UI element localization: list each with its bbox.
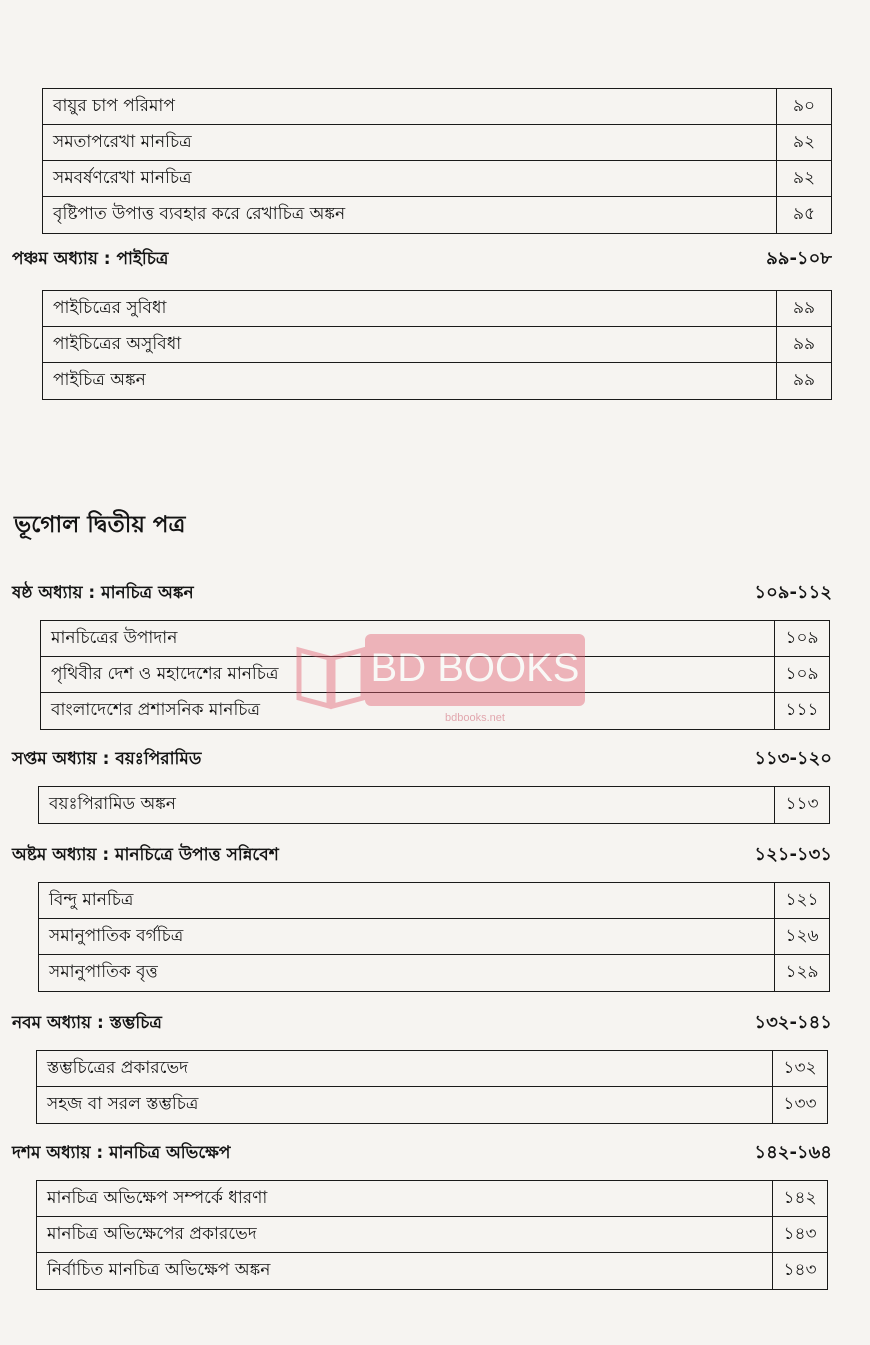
page-number-cell: ১৪৩ bbox=[783, 1260, 817, 1280]
table-row bbox=[37, 1253, 827, 1289]
topic-cell: মানচিত্র অভিক্ষেপের প্রকারভেদ bbox=[37, 1217, 773, 1252]
table-row bbox=[39, 883, 829, 919]
topic-cell: পাইচিত্রের সুবিধা bbox=[43, 291, 777, 326]
chapter-page-range: ১৩২-১৪১ bbox=[754, 1012, 832, 1033]
topic-cell: সমানুপাতিক বর্গচিত্র bbox=[39, 919, 775, 954]
chapter-7-header bbox=[12, 744, 832, 775]
table-row bbox=[43, 363, 831, 399]
table-row bbox=[37, 1181, 827, 1217]
topic-cell: পাইচিত্রের অসুবিধা bbox=[43, 327, 777, 362]
topic-cell: বায়ুর চাপ পরিমাপ bbox=[43, 89, 777, 124]
toc-table-chapter-9 bbox=[36, 1050, 828, 1124]
table-row bbox=[39, 787, 829, 823]
watermark-logo bbox=[295, 632, 595, 732]
chapter-5-header bbox=[12, 244, 832, 275]
chapter-6-header bbox=[12, 578, 832, 609]
table-row bbox=[43, 327, 831, 363]
chapter-title: দশম অধ্যায় : মানচিত্র অভিক্ষেপ bbox=[12, 1142, 231, 1163]
chapter-10-header bbox=[12, 1138, 832, 1169]
table-row bbox=[43, 291, 831, 327]
page-number-cell: ৯২ bbox=[792, 131, 816, 152]
table-row bbox=[37, 1051, 827, 1087]
chapter-title: অষ্টম অধ্যায় : মানচিত্রে উপাত্ত সন্নিবেশ bbox=[12, 844, 279, 865]
topic-cell: পৃথিবীর দেশ ও মহাদেশের মানচিত্র bbox=[41, 657, 775, 692]
page-number-cell: ১০৯ bbox=[785, 663, 819, 684]
page-number-cell: ১৪২ bbox=[783, 1187, 817, 1208]
page-number-cell: ৯২ bbox=[792, 167, 816, 188]
page-number-cell: ১২৯ bbox=[785, 962, 819, 982]
chapter-8-header bbox=[12, 840, 832, 871]
chapter-page-range: ১১৩-১২০ bbox=[754, 748, 832, 769]
topic-cell: সমানুপাতিক বৃত্ত bbox=[39, 955, 775, 991]
toc-table-chapter-7 bbox=[38, 786, 830, 824]
topic-cell: বাংলাদেশের প্রশাসনিক মানচিত্র bbox=[41, 693, 775, 729]
table-row bbox=[37, 1217, 827, 1253]
topic-cell: মানচিত্রের উপাদান bbox=[41, 621, 775, 656]
chapter-title: ষষ্ঠ অধ্যায় : মানচিত্র অঙ্কন bbox=[12, 582, 194, 603]
page-number-cell: ১৪৩ bbox=[783, 1223, 817, 1244]
topic-cell: বিন্দু মানচিত্র bbox=[39, 883, 775, 918]
chapter-page-range: ১২১-১৩১ bbox=[754, 844, 832, 865]
chapter-page-range: ৯৯-১০৮ bbox=[766, 248, 832, 269]
chapter-page-range: ১০৯-১১২ bbox=[754, 582, 832, 603]
topic-cell: সমবর্ষণরেখা মানচিত্র bbox=[43, 161, 777, 196]
page-number-cell: ৯৯ bbox=[792, 370, 816, 390]
chapter-title: নবম অধ্যায় : স্তম্ভচিত্র bbox=[12, 1012, 162, 1033]
page-number-cell: ১২১ bbox=[785, 889, 819, 910]
table-row bbox=[37, 1087, 827, 1123]
toc-table-top bbox=[42, 88, 832, 234]
table-row bbox=[39, 955, 829, 991]
table-row bbox=[43, 197, 831, 233]
topic-cell: বৃষ্টিপাত উপাত্ত ব্যবহার করে রেখাচিত্র অঙ্কন bbox=[43, 197, 777, 233]
page-number-cell: ১০৯ bbox=[785, 627, 819, 648]
topic-cell: নির্বাচিত মানচিত্র অভিক্ষেপ অঙ্কন bbox=[37, 1253, 773, 1289]
table-row bbox=[43, 161, 831, 197]
book-icon bbox=[295, 632, 367, 712]
toc-table-chapter-8 bbox=[38, 882, 830, 992]
topic-cell: সহজ বা সরল স্তম্ভচিত্র bbox=[37, 1087, 773, 1123]
page-number-cell: ১৩৩ bbox=[783, 1094, 817, 1114]
page-number-cell: ১৩২ bbox=[783, 1057, 817, 1078]
table-row bbox=[43, 89, 831, 125]
topic-cell: সমতাপরেখা মানচিত্র bbox=[43, 125, 777, 160]
topic-cell: বয়ঃপিরামিড অঙ্কন bbox=[39, 787, 775, 823]
page-number-cell: ১১৩ bbox=[785, 794, 819, 814]
chapter-9-header bbox=[12, 1008, 832, 1039]
chapter-page-range: ১৪২-১৬৪ bbox=[754, 1142, 832, 1163]
page-number-cell: ১১১ bbox=[785, 700, 819, 720]
watermark-site: bdbooks.net bbox=[445, 712, 505, 724]
chapter-title: পঞ্চম অধ্যায় : পাইচিত্র bbox=[12, 248, 169, 269]
paper-heading: ভূগোল দ্বিতীয় পত্র bbox=[14, 512, 186, 538]
page-number-cell: ৯৫ bbox=[792, 204, 816, 224]
toc-table-chapter-5 bbox=[42, 290, 832, 400]
watermark-text: BD BOOKS bbox=[370, 646, 580, 690]
topic-cell: পাইচিত্র অঙ্কন bbox=[43, 363, 777, 399]
toc-table-chapter-10 bbox=[36, 1180, 828, 1290]
topic-cell: স্তম্ভচিত্রের প্রকারভেদ bbox=[37, 1051, 773, 1086]
topic-cell: মানচিত্র অভিক্ষেপ সম্পর্কে ধারণা bbox=[37, 1181, 773, 1216]
page-number-cell: ১২৬ bbox=[785, 925, 819, 946]
chapter-title: সপ্তম অধ্যায় : বয়ঃপিরামিড bbox=[12, 748, 202, 769]
page-number-cell: ৯০ bbox=[792, 95, 816, 116]
page-number-cell: ৯৯ bbox=[792, 333, 816, 354]
table-row bbox=[39, 919, 829, 955]
table-row bbox=[43, 125, 831, 161]
page-number-cell: ৯৯ bbox=[792, 297, 816, 318]
